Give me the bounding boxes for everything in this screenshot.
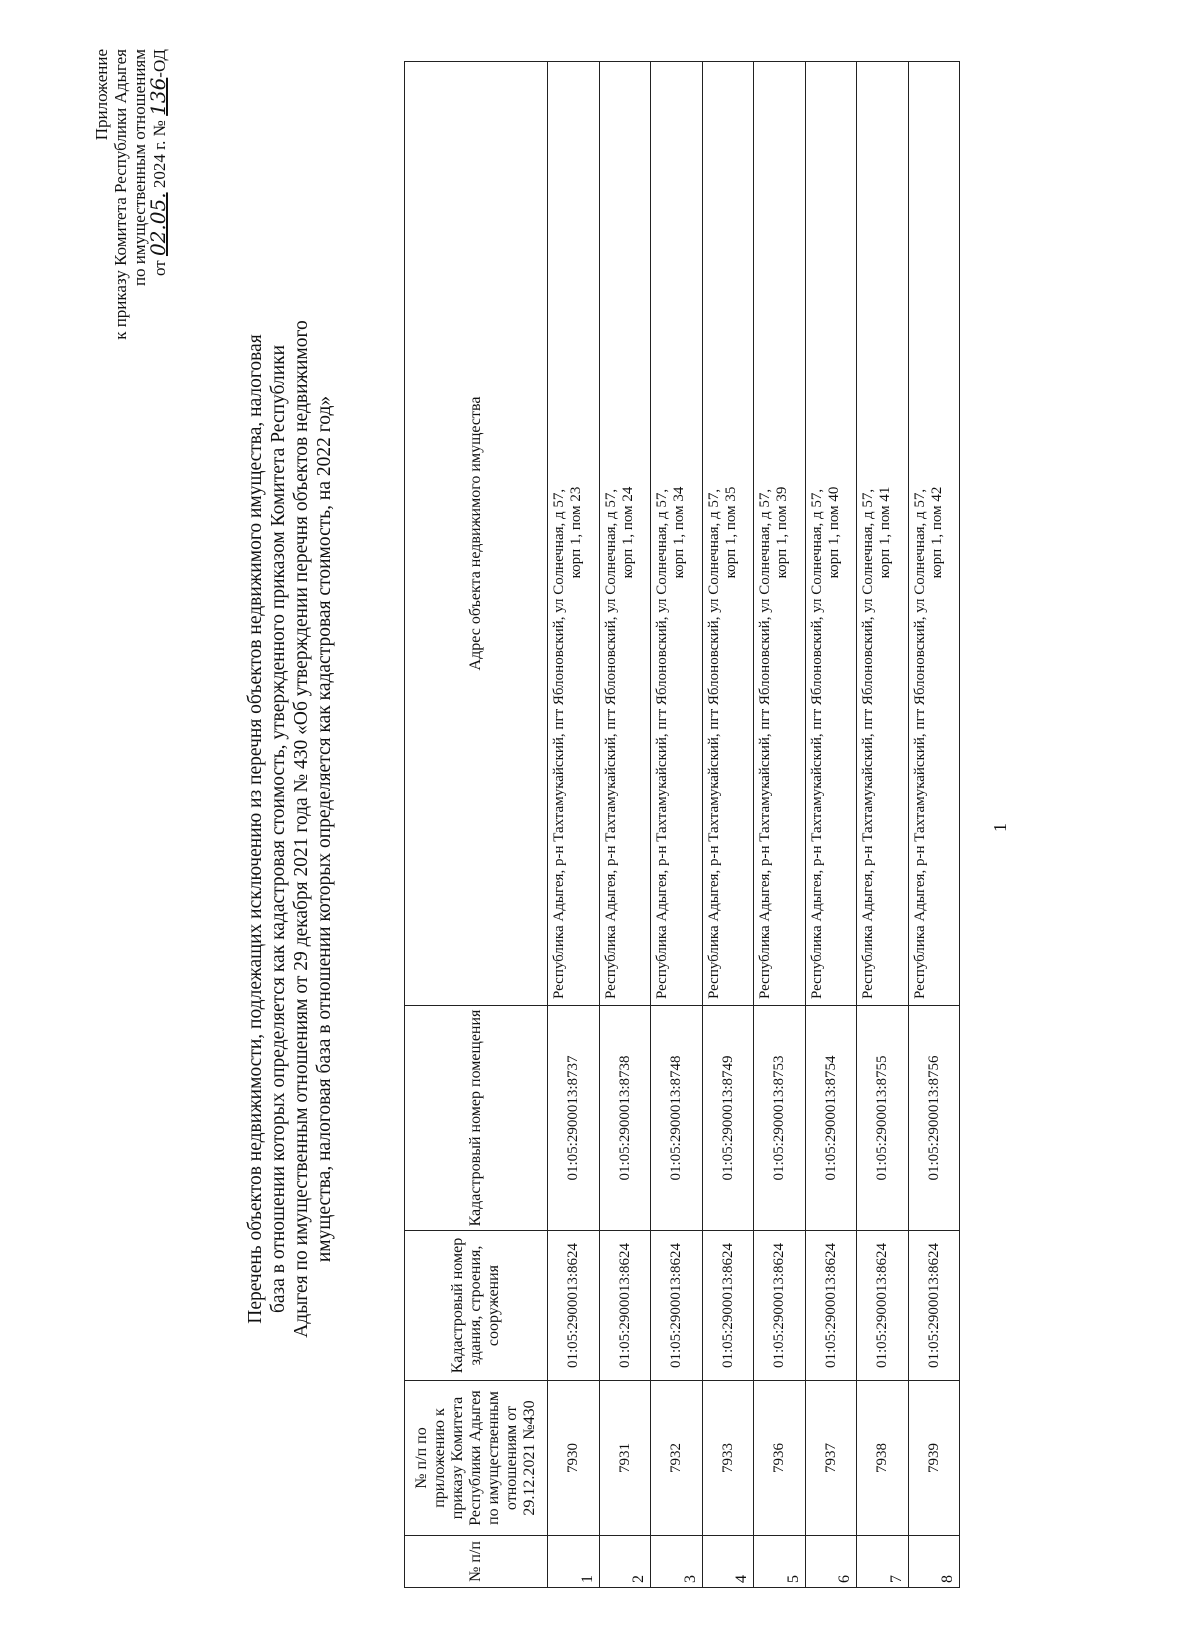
- row-number: 8: [908, 1536, 960, 1588]
- table-row: [548, 62, 600, 1588]
- date-year: 2024 г. №: [150, 120, 169, 189]
- appendix-number: 7933: [702, 1381, 754, 1536]
- approval-line-3: по имущественным отношениям: [130, 49, 149, 287]
- header-appendix-number: № п/п по приложению к приказу Комитета Республики Адыгея по имущественным отношениям от 29.12.2021 №430: [405, 1381, 548, 1536]
- row-number: 4: [702, 1536, 754, 1588]
- row-number: 3: [651, 1536, 703, 1588]
- premises-cadastral-number: 01:05:2900013:8755: [857, 1006, 909, 1231]
- header-num: № п/п: [405, 1536, 548, 1588]
- address-line-2: корп 1, пом 24: [619, 486, 636, 579]
- address-line-1: Республика Адыгея, р-н Тахтамукайский, пгт Яблоновский, ул Солнечная, д 57,: [808, 488, 825, 999]
- address-cell: [599, 62, 651, 1006]
- approval-line-1: Приложение: [92, 49, 111, 141]
- table-row: [702, 62, 754, 1588]
- appendix-number: 7936: [754, 1381, 806, 1536]
- premises-cadastral-number: 01:05:2900013:8749: [702, 1006, 754, 1231]
- table-header-row: [405, 62, 548, 1588]
- address-cell: [651, 62, 703, 1006]
- appendix-number: 7939: [908, 1381, 960, 1536]
- approval-line-2: к приказу Комитета Республики Адыгея: [111, 49, 130, 340]
- header-address: Адрес объекта недвижимого имущества: [405, 62, 548, 1006]
- title-line-1: Перечень объектов недвижимости, подлежащих исключению из перечня объектов недвижимого имущества, налоговая: [245, 334, 266, 1324]
- row-number: 2: [599, 1536, 651, 1588]
- address-line-1: Республика Адыгея, р-н Тахтамукайский, пгт Яблоновский, ул Солнечная, д 57,: [911, 488, 928, 999]
- building-cadastral-number: 01:05:2900013:8624: [702, 1231, 754, 1381]
- address-line-2: корп 1, пом 23: [568, 486, 584, 579]
- premises-cadastral-number: 01:05:2900013:8754: [805, 1006, 857, 1231]
- building-cadastral-number: 01:05:2900013:8624: [651, 1231, 703, 1381]
- appendix-number: 7931: [599, 1381, 651, 1536]
- appendix-number: 7938: [857, 1381, 909, 1536]
- address-cell: [908, 62, 960, 1006]
- premises-cadastral-number: 01:05:2900013:8738: [599, 1006, 651, 1231]
- building-cadastral-number: 01:05:2900013:8624: [754, 1231, 806, 1381]
- premises-cadastral-number: 01:05:2900013:8748: [651, 1006, 703, 1231]
- handwritten-date: 02.05.: [146, 192, 170, 257]
- header-building-cadastral: Кадастровый номер здания, строения, сооружения: [405, 1231, 548, 1381]
- address-line-2: корп 1, пом 39: [774, 486, 790, 579]
- table-row: [857, 62, 909, 1588]
- address-line-2: корп 1, пом 35: [722, 486, 739, 579]
- address-cell: [548, 62, 600, 1006]
- title-line-4: имущества, налоговая база в отношении которых определяется как кадастровая стоимость, на 2022 год»: [314, 395, 335, 1263]
- address-line-1: Республика Адыгея, р-н Тахтамукайский, пгт Яблоновский, ул Солнечная, д 57,: [860, 488, 876, 999]
- address-cell: [754, 62, 806, 1006]
- premises-cadastral-number: 01:05:2900013:8737: [548, 1006, 600, 1231]
- page-number: 1: [990, 823, 1010, 832]
- address-cell: [702, 62, 754, 1006]
- table-row: [651, 62, 703, 1588]
- row-number: 5: [754, 1536, 806, 1588]
- document-title: [244, 179, 336, 1479]
- address-line-1: Республика Адыгея, р-н Тахтамукайский, пгт Яблоновский, ул Солнечная, д 57,: [551, 488, 567, 999]
- building-cadastral-number: 01:05:2900013:8624: [805, 1231, 857, 1381]
- header-premises-cadastral: Кадастровый номер помещения: [405, 1006, 548, 1231]
- premises-cadastral-number: 01:05:2900013:8753: [754, 1006, 806, 1231]
- table-row: [599, 62, 651, 1588]
- address-cell: [857, 62, 909, 1006]
- row-number: 6: [805, 1536, 857, 1588]
- address-cell: [805, 62, 857, 1006]
- approval-stamp: [92, 49, 169, 469]
- date-prefix: от: [150, 260, 169, 276]
- address-line-1: Республика Адыгея, р-н Тахтамукайский, пгт Яблоновский, ул Солнечная, д 57,: [757, 488, 773, 999]
- building-cadastral-number: 01:05:2900013:8624: [908, 1231, 960, 1381]
- building-cadastral-number: 01:05:2900013:8624: [599, 1231, 651, 1381]
- appendix-number: 7937: [805, 1381, 857, 1536]
- address-line-2: корп 1, пом 40: [825, 486, 842, 579]
- building-cadastral-number: 01:05:2900013:8624: [548, 1231, 600, 1381]
- title-line-3: Адыгея по имущественным отношениям от 29 декабря 2021 года № 430 «Об утверждении перечня объектов недвижимого: [291, 320, 312, 1338]
- table-row: [908, 62, 960, 1588]
- address-line-2: корп 1, пом 42: [928, 486, 945, 579]
- appendix-number: 7930: [548, 1381, 600, 1536]
- appendix-number: 7932: [651, 1381, 703, 1536]
- address-line-1: Республика Адыгея, р-н Тахтамукайский, пгт Яблоновский, ул Солнечная, д 57,: [602, 488, 619, 999]
- title-line-2: база в отношении которых определяется как кадастровая стоимость, утвержденного приказом Комитета Республики: [268, 344, 289, 1314]
- row-number: 1: [548, 1536, 600, 1588]
- premises-cadastral-number: 01:05:2900013:8756: [908, 1006, 960, 1231]
- approval-date-line: [146, 49, 170, 469]
- address-line-1: Республика Адыгея, р-н Тахтамукайский, пгт Яблоновский, ул Солнечная, д 57,: [654, 488, 670, 999]
- table-row: [754, 62, 806, 1588]
- order-suffix: -ОД: [150, 49, 169, 78]
- address-line-2: корп 1, пом 34: [671, 486, 687, 579]
- handwritten-order-number: 136: [146, 77, 170, 116]
- property-table: [404, 61, 960, 1588]
- address-line-2: корп 1, пом 41: [877, 486, 893, 579]
- table-row: [805, 62, 857, 1588]
- row-number: 7: [857, 1536, 909, 1588]
- building-cadastral-number: 01:05:2900013:8624: [857, 1231, 909, 1381]
- address-line-1: Республика Адыгея, р-н Тахтамукайский, пгт Яблоновский, ул Солнечная, д 57,: [705, 488, 722, 999]
